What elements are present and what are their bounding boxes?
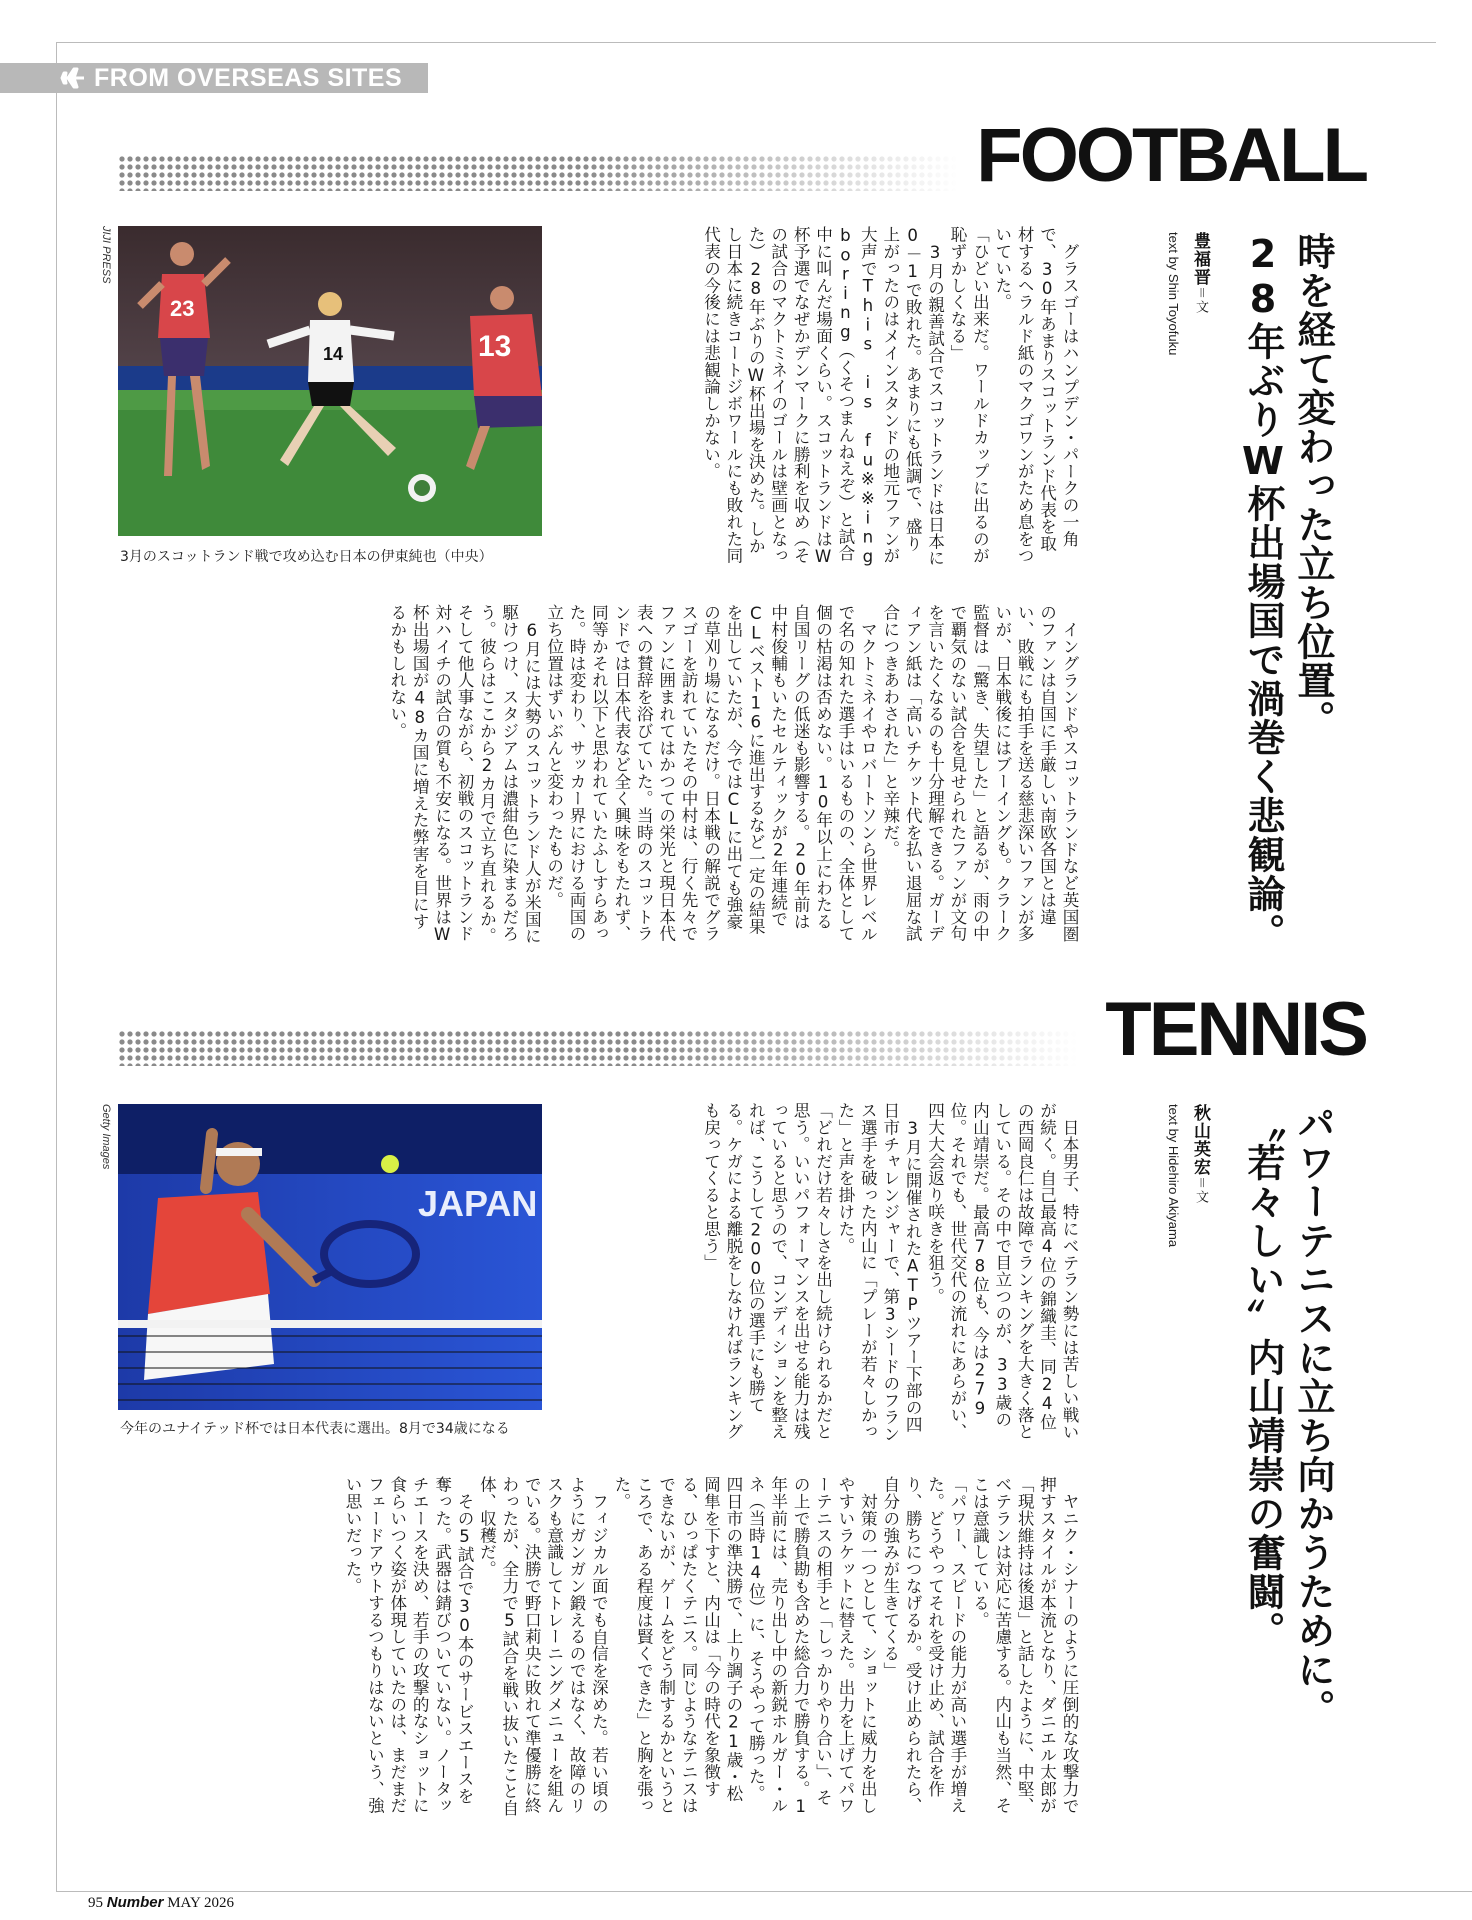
tennis-headline-line-1: パワーテニスに立ち向かうために。	[1291, 1104, 1335, 1728]
tennis-author	[1188, 1104, 1213, 1204]
svg-text:13: 13	[478, 330, 512, 363]
football-author-en: text by Shin Toyofuku	[1166, 232, 1181, 356]
section-label: FROM OVERSEAS SITES	[94, 63, 403, 92]
tennis-dotted-rule	[118, 1030, 1078, 1066]
football-headline-line-1: 時を経て変わった立ち位置。	[1291, 232, 1335, 739]
tennis-paragraph: 「パワー、スピードの能力が高い選手が増えた。どうやってそれを受け止め、試合を作り、勝ちにつなげるか。受け止められたら、自分の強みが生きてくる」	[880, 1476, 967, 1814]
football-headline-line-2: 28年ぶりW杯出場国で渦巻く悲観論。	[1241, 232, 1285, 952]
tennis-paragraph: 「どれだけ若々しさを出し続けられるかだと思う。いいパフォーマンスを出せる能力は残っていると思うので、コンディションを整えれば、こうして200位の選手にも勝てる。ケガによる離脱をしなければランキングも戻ってくると思う」	[701, 1102, 833, 1440]
page-frame-top	[56, 42, 1436, 43]
tennis-paragraph: ヤニク・シナーのように圧倒的な攻撃力で押すスタイルが本流となり、ダニエル太郎が「現状維持は後退」と話したように、中堅、ベテランは対応に苦慮する。内山も当然、そこは意識している。	[970, 1476, 1079, 1814]
airplane-icon	[60, 67, 86, 89]
football-author-suffix: ＝文	[1193, 286, 1208, 314]
page-frame-left	[56, 42, 57, 1892]
football-article-column-1	[580, 226, 1080, 568]
tennis-photo-caption: 今年のユナイテッド杯では日本代表に選出。8月で34歳になる	[120, 1421, 510, 1437]
tennis-author-name: 秋山英宏	[1190, 1104, 1210, 1176]
football-title: FOOTBALL	[976, 113, 1366, 198]
football-paragraph: 3月の親善試合でスコットランドは日本に0－1で敗れた。あまりにも低調で、盛り上がったのはメインスタンドの地元ファンが大声でThis is fu※※ing boring（くそつまんねえぞ）と試合中に叫んだ場面くらい。スコットランドはW杯予選でなぜかデンマークに勝利を収め（その試合のマクトミネイのゴールは壁画となった）28年ぶりのW杯出場を決めた。しかし日本に続きコートジボワールにも敗れた同代表の今後には悲観論しかない。	[701, 226, 945, 567]
football-paragraph: 6月には大勢のスコットランド人が米国に駆けつけ、スタジアムは濃紺色に染まるだろう。彼らはここから2カ月で立ち直れるか。そして他人事ながら、初戦のスコットランド対ハイチの試合の質も不安になる。世界はW杯出場国が48カ国に増えた弊害を目にするかもしれない。	[387, 604, 542, 945]
football-author-name: 豊福晋	[1190, 232, 1210, 286]
section-header-band	[0, 63, 428, 93]
tennis-title: TENNIS	[1105, 987, 1366, 1072]
tennis-paragraph: 対策の一つとして、ショットに威力を出しやすいラケットに替えた。出力を上げてパワーテニスの相手と「しっかりやり合い」、その上で勝負勘も含めた総合力で勝負する。1年半前には、売り出し中の新鋭ホルガー・ルネ（当時14位）に、そうやって勝った。四日市の準決勝で、上り調子の21歳・松岡隼を下すと、内山は「今の時代を象徴する、ひっぱたくテニス。同じようなテニスはできないが、ゲームをどう制するかというところで、ある程度は賢くできた」と胸を張った。	[611, 1476, 878, 1817]
football-headline	[1238, 232, 1338, 972]
issue-date: MAY 2026	[167, 1895, 235, 1911]
tennis-headline	[1238, 1104, 1338, 1844]
magazine-name: Number	[106, 1894, 164, 1911]
tennis-photo-credit: Getty Images	[100, 1104, 112, 1170]
tennis-author-en: text by Hidehiro Akiyama	[1166, 1104, 1181, 1248]
tennis-author-suffix: ＝文	[1193, 1176, 1208, 1204]
football-paragraph: グラスゴーはハンプデン・パークの一角で、30年あまりスコットランド代表を取材するヘラルド紙のマクゴワンがため息をついていた。	[992, 226, 1079, 564]
svg-text:14: 14	[323, 344, 344, 364]
football-photo	[118, 226, 542, 536]
tennis-headline-line-2: 〝若々しい〟内山靖崇の奮闘。	[1241, 1104, 1285, 1650]
football-article-column-2	[118, 604, 1080, 946]
tennis-paragraph: 3月に開催されたATPツアー下部の四日市チャレンジャーで、第3シードのフランス選手を破った内山に「プレーが若々しかった」と声を掛けた。	[835, 1102, 923, 1443]
football-photo-credit: JIJI PRESS	[100, 226, 112, 284]
football-photo-caption: 3月のスコットランド戦で攻め込む日本の伊東純也（中央）	[120, 549, 493, 565]
tennis-photo	[118, 1104, 542, 1410]
football-paragraph: イングランドやスコットランドなど英国圏のファンは自国に手厳しい南欧各国とは違い、敗戦にも拍手を送る慈悲深いファンが多いが、日本戦後にはブーイングも。クラーク監督は「驚き、失望した」と語るが、雨の中で覇気のない試合を見せられたファンが文句を言いたくなるのも十分理解できる。ガーディアン紙は「高いチケット代を払い退屈な試合につきあわされた」と辛辣だ。	[880, 604, 1079, 942]
tennis-paragraph: その5試合で30本のサービスエースを奪った。武器は錆びついていない。ノータッチエースを決め、若手の攻撃的なショットに食らいつく姿が体現していたのは、まだまだフェードアウトするつもりはないという、強い思いだった。	[343, 1476, 475, 1814]
football-author	[1188, 232, 1213, 314]
page-footer	[88, 1894, 234, 1912]
football-dotted-rule	[118, 155, 958, 191]
page-frame-bottom	[56, 1891, 1472, 1892]
football-paragraph: 「ひどい出来だ。ワールドカップに出るのが恥ずかしくなる」	[947, 226, 990, 564]
football-paragraph: マクトミネイやロバートソンら世界レベルで名の知れた選手はいるものの、全体として個の枯渇は否めない。10年以上にわたる自国リーグの低迷も影響する。20年前は中村俊輔もいたセルティックが2年連続でCLベスト16に進出するなど一定の結果を出していたが、今ではCLに出ても強豪の草刈り場になるだけ。日本戦の解説でグラスゴーを訪れていたその中村は、行く先々でファンに囲まれてはかつての栄光と現日本代表への賛辞を浴びていた。当時のスコットランドでは日本代表など全く興味をもたれず、同等かそれ以下と思われていたふしすらあった。時は変わり、サッカー界における両国の立ち位置はずいぶんと変わったものだ。	[544, 604, 878, 942]
tennis-article-column-2	[118, 1476, 1080, 1818]
page-number: 95	[88, 1895, 103, 1911]
svg-text:23: 23	[170, 296, 195, 321]
tennis-article-column-1	[580, 1102, 1080, 1444]
tennis-photo-banner: JAPAN	[418, 1183, 538, 1224]
tennis-paragraph: フィジカル面でも自信を深めた。若い頃のようにガンガン鍛えるのではなく、故障のリスクも意識してトレーニングメニューを組んでいる。決勝で野口莉央に敗れて準優勝に終わったが、全力で5試合を戦い抜いたこと自体、収穫だ。	[477, 1476, 609, 1817]
tennis-paragraph: 日本男子、特にベテラン勢には苦しい戦いが続く。自己最高4位の錦織圭、同24位の西岡良仁は故障でランキングを大きく落としている。その中で目立つのが、33歳の内山靖崇だ。最高78位も、今は279位。それでも、世代交代の流れにあらがい、四大大会返り咲きを狙う。	[925, 1102, 1079, 1440]
